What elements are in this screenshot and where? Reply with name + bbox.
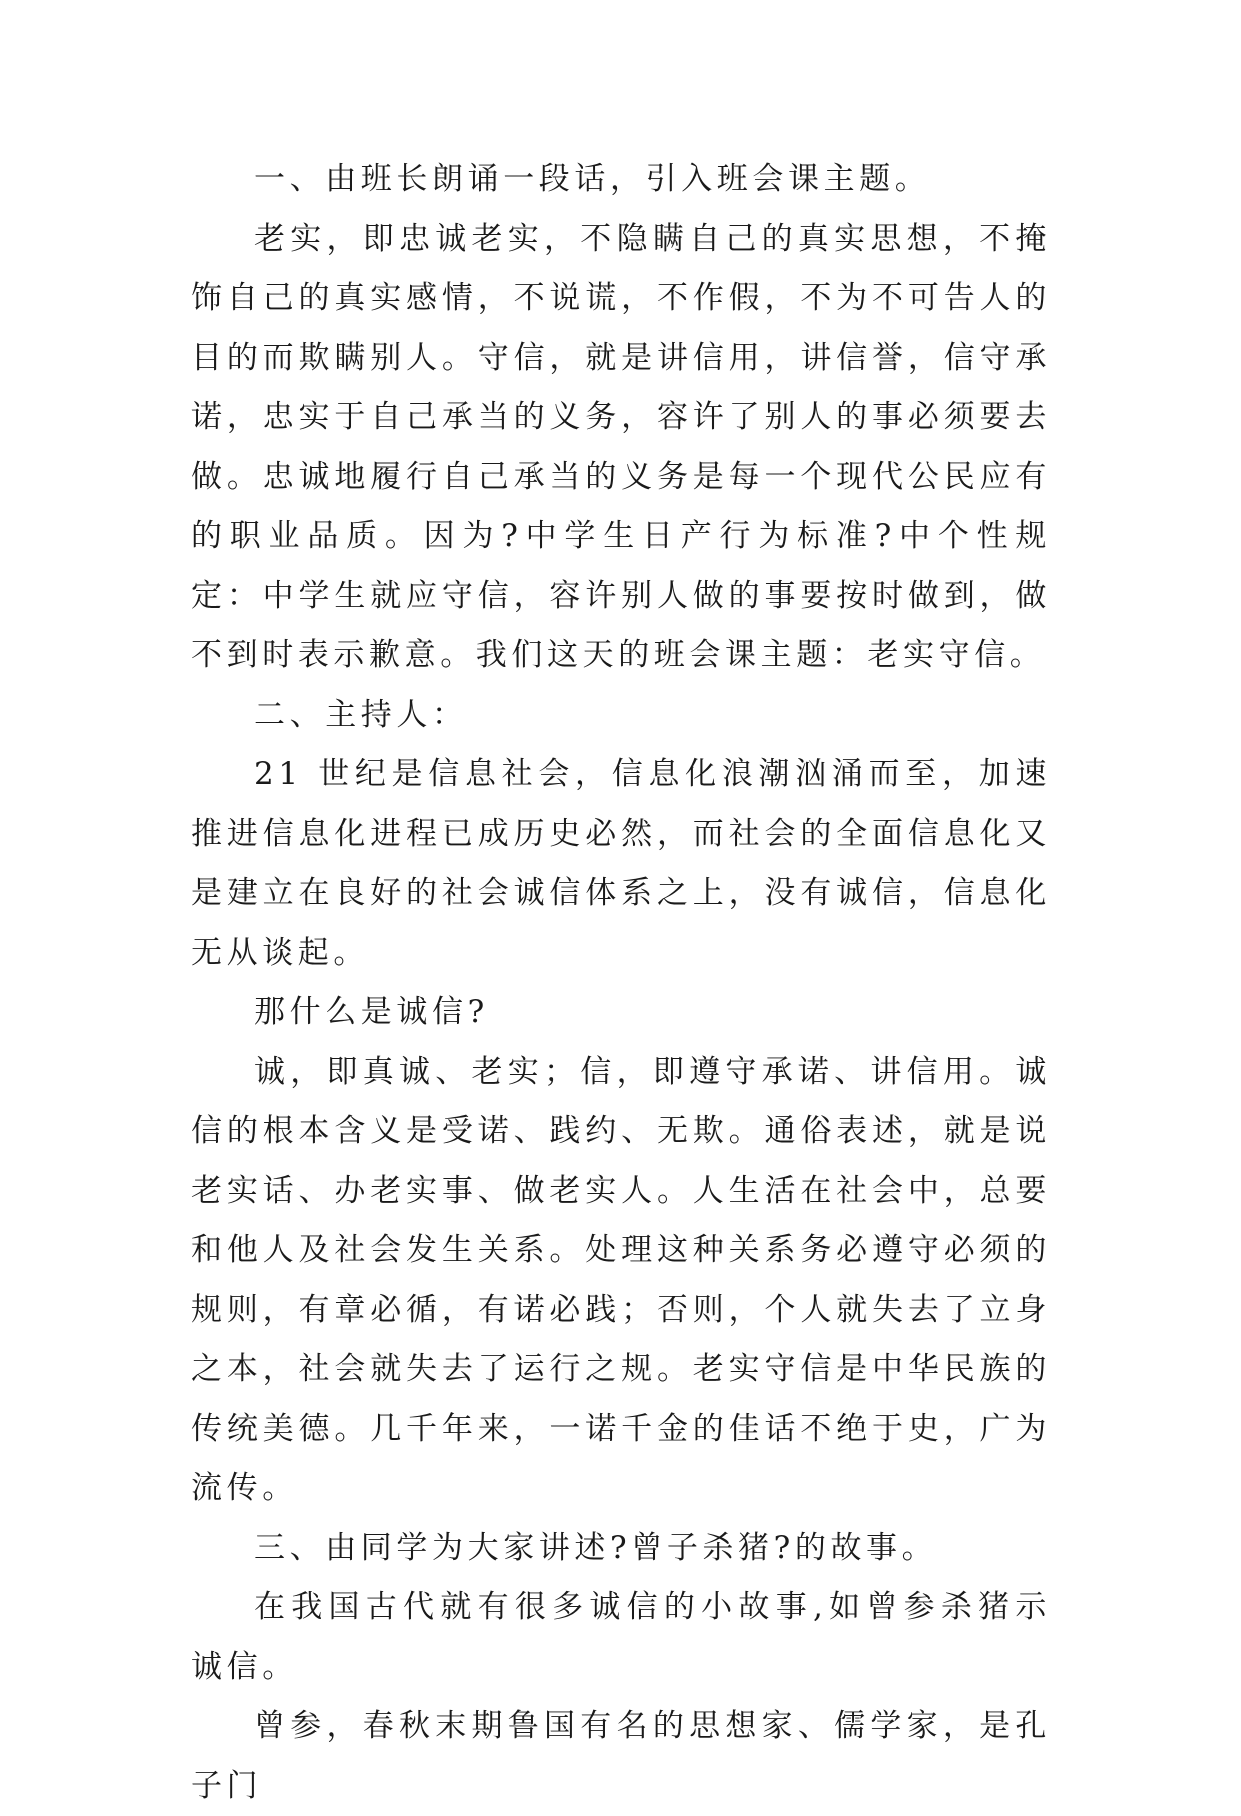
paragraph-ancient-stories: 在我国古代就有很多诚信的小故事,如曾参杀猪示诚信。 — [191, 1589, 1051, 1685]
paragraph-question: 那什么是诚信? — [254, 994, 489, 1030]
document-body — [191, 150, 1051, 1816]
paragraph-zeng-shen: 曾参，春秋末期鲁国有名的思想家、儒学家，是孔子门 — [191, 1708, 1051, 1804]
paragraph-integrity-meaning: 诚，即真诚、老实；信，即遵守承诺、讲信用。诚信的根本含义是受诺、践约、无欺。通俗表述，就是说老实话、办老实事、做老实人。人生活在社会中，总要和他人及社会发生关系。处理这种关系务必遵守必须的规则，有章必循，有诺必践；否则，个人就失去了立身之本，社会就失去了运行之规。老实守信是中华民族的传统美德。几千年来，一诺千金的佳话不绝于史，广为流传。 — [191, 1053, 1051, 1506]
section-heading-1: 一、由班长朗诵一段话，引入班会课主题。 — [254, 161, 931, 197]
section-heading-3: 三、由同学为大家讲述?曾子杀猪?的故事。 — [254, 1529, 938, 1566]
paragraph-information-society: 21 世纪是信息社会，信息化浪潮汹涌而至，加速推进信息化进程已成历史必然，而社会的全面信息化又是建立在良好的社会诚信体系之上，没有诚信，信息化无从谈起。 — [191, 756, 1051, 971]
paragraph-honesty-definition: 老实，即忠诚老实，不隐瞒自己的真实思想，不掩饰自己的真实感情，不说谎，不作假，不为不可告人的目的而欺瞒别人。守信，就是讲信用，讲信誉，信守承诺，忠实于自己承当的义务，容许了别人的事必须要去做。忠诚地履行自己承当的义务是每一个现代公民应有的职业品质。因为?中学生日产行为标准?中个性规定：中学生就应守信，容许别人做的事要按时做到，做不到时表示歉意。我们这天的班会课主题：老实守信。 — [191, 220, 1051, 673]
section-heading-2: 二、主持人： — [254, 696, 468, 733]
